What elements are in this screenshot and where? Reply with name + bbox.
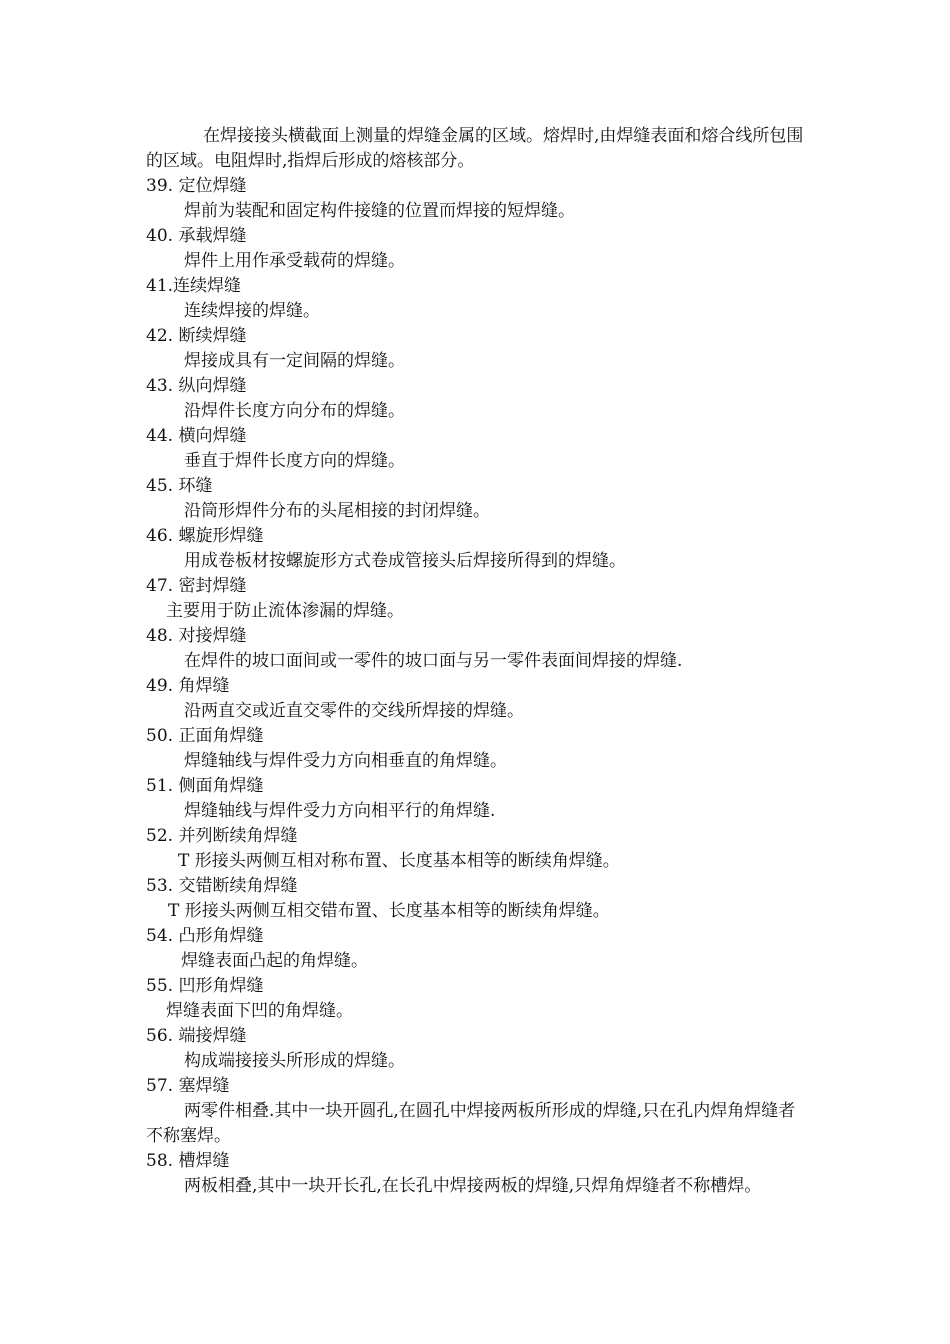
intro-paragraph: 在焊接接头横截面上测量的焊缝金属的区域。熔焊时,由焊缝表面和熔合线所包围的区域。电阻焊时,指焊后形成的熔核部分。 [146,126,804,171]
term-definition: T 形接头两侧互相对称布置、长度基本相等的断续角焊缝。 [178,851,620,871]
term-definition: 主要用于防止流体渗漏的焊缝。 [166,601,404,621]
term-title: 44. 横向焊缝 [146,426,247,446]
term-item [146,974,806,1024]
term-item [146,1074,806,1149]
term-definition: 焊前为装配和固定构件接缝的位置而焊接的短焊缝。 [184,201,575,221]
term-item [146,474,806,524]
term-definition: 焊缝表面下凹的角焊缝。 [166,1001,353,1021]
term-title: 51. 侧面角焊缝 [146,776,264,796]
term-title: 42. 断续焊缝 [146,326,247,346]
term-item [146,1024,806,1074]
term-definition: 在焊件的坡口面间或一零件的坡口面与另一零件表面间焊接的焊缝. [184,651,683,671]
term-title: 53. 交错断续角焊缝 [146,876,298,896]
term-item [146,1149,806,1199]
term-definition: 用成卷板材按螺旋形方式卷成管接头后焊接所得到的焊缝。 [184,551,626,571]
term-title: 46. 螺旋形焊缝 [146,526,264,546]
term-item [146,774,806,824]
term-item [146,174,806,224]
term-item [146,224,806,274]
term-item [146,674,806,724]
term-item [146,624,806,674]
term-title: 45. 环缝 [146,476,213,496]
term-definition: 焊接成具有一定间隔的焊缝。 [184,351,405,371]
term-list [146,174,806,1199]
term-item [146,724,806,774]
term-definition: 沿两直交或近直交零件的交线所焊接的焊缝。 [184,701,524,721]
term-title: 40. 承载焊缝 [146,226,247,246]
term-definition: 构成端接接头所形成的焊缝。 [184,1051,405,1071]
term-definition: 焊缝表面凸起的角焊缝。 [181,951,368,971]
term-item [146,824,806,874]
term-item [146,424,806,474]
term-item [146,574,806,624]
term-item [146,274,806,324]
term-definition: 两零件相叠.其中一块开圆孔,在圆孔中焊接两板所形成的焊缝,只在孔内焊角焊缝者不称塞焊。 [146,1101,796,1146]
term-definition: 垂直于焊件长度方向的焊缝。 [184,451,405,471]
term-definition: 两板相叠,其中一块开长孔,在长孔中焊接两板的焊缝,只焊角焊缝者不称槽焊。 [184,1176,762,1196]
term-definition: 焊缝轴线与焊件受力方向相平行的角焊缝. [184,801,496,821]
term-title: 48. 对接焊缝 [146,626,247,646]
term-title: 50. 正面角焊缝 [146,726,264,746]
term-item [146,524,806,574]
term-title: 55. 凹形角焊缝 [146,976,264,996]
term-item [146,924,806,974]
term-title: 43. 纵向焊缝 [146,376,247,396]
term-definition: 沿筒形焊件分布的头尾相接的封闭焊缝。 [184,501,490,521]
term-definition: 沿焊件长度方向分布的焊缝。 [184,401,405,421]
term-title: 47. 密封焊缝 [146,576,247,596]
term-definition: 焊缝轴线与焊件受力方向相垂直的角焊缝。 [184,751,507,771]
term-title: 41.连续焊缝 [146,276,242,296]
term-definition: 焊件上用作承受载荷的焊缝。 [184,251,405,271]
term-title: 56. 端接焊缝 [146,1026,247,1046]
term-title: 57. 塞焊缝 [146,1076,230,1096]
term-item [146,324,806,374]
term-title: 49. 角焊缝 [146,676,230,696]
term-definition: 连续焊接的焊缝。 [184,301,320,321]
term-title: 58. 槽焊缝 [146,1151,230,1171]
term-item [146,374,806,424]
term-title: 54. 凸形角焊缝 [146,926,264,946]
term-item [146,874,806,924]
term-title: 52. 并列断续角焊缝 [146,826,298,846]
term-title: 39. 定位焊缝 [146,176,247,196]
term-definition: T 形接头两侧互相交错布置、长度基本相等的断续角焊缝。 [168,901,610,921]
